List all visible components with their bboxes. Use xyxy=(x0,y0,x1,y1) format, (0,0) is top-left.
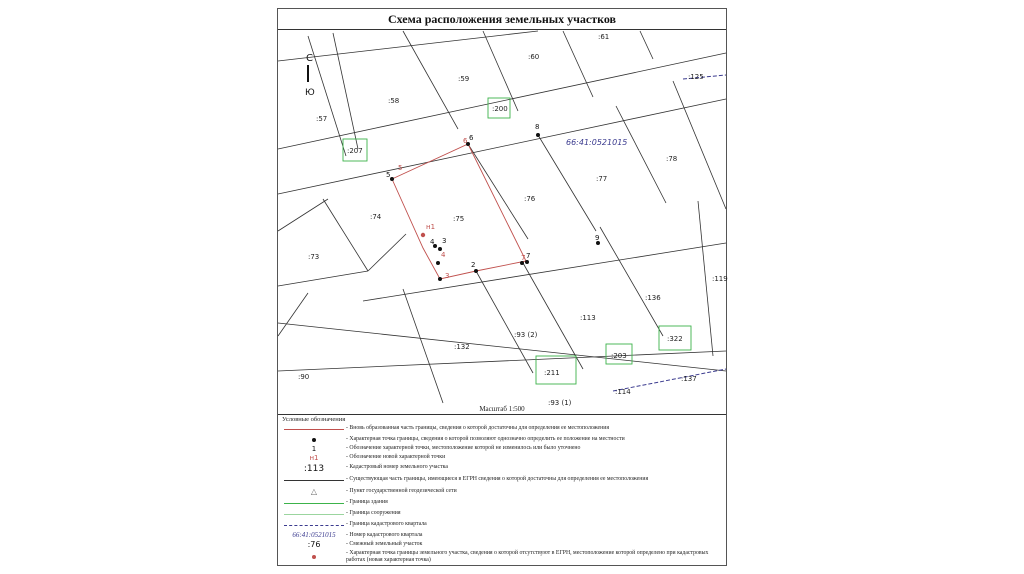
point-5 xyxy=(390,177,394,181)
parcel-label: :322 xyxy=(667,335,683,343)
parcel-label: :59 xyxy=(458,75,470,83)
boundary-points xyxy=(390,133,600,281)
new-boundary xyxy=(392,144,526,279)
point-label: 9 xyxy=(595,234,600,242)
point-4b xyxy=(436,261,440,265)
legend-text: - Существующая часть границы, имеющиеся в ЕГРН сведения о которой достаточны для определения ее местоположения xyxy=(346,476,649,482)
point-label: 5 xyxy=(398,164,403,172)
red-dot-symbol xyxy=(312,555,316,559)
legend-title: Условные обозначения xyxy=(282,416,346,423)
legend-row xyxy=(278,462,726,476)
quarter-number-symbol: 66:41:0521015 xyxy=(292,531,336,539)
point-label: 5 xyxy=(386,171,391,179)
green-line-symbol xyxy=(284,503,344,504)
scheme-sheet xyxy=(277,8,727,566)
legend-text: - Пункт государственной геодезической сети xyxy=(346,488,457,494)
legend xyxy=(278,414,726,567)
parcel-label: :203 xyxy=(611,352,627,360)
parcel-label: :60 xyxy=(528,53,540,61)
legend-text: - Граница здания xyxy=(346,499,388,505)
cad-number-symbol: :113 xyxy=(303,464,325,474)
scale-label: Масштаб 1:500 xyxy=(479,405,525,413)
point-label: 6 xyxy=(463,137,468,145)
new-point-n1 xyxy=(421,233,425,237)
point-label: 7 xyxy=(521,254,526,262)
point-7b xyxy=(525,260,529,264)
parcel-label: :114 xyxy=(615,388,631,396)
legend-row xyxy=(278,520,726,531)
point-label: 3 xyxy=(442,237,447,245)
parcel-label: :90 xyxy=(298,373,310,381)
point-8 xyxy=(536,133,540,137)
building-outlines xyxy=(343,98,691,384)
point-3b xyxy=(438,277,442,281)
quarter-number: 66:41:0521015 xyxy=(566,138,628,147)
legend-text: - Смежный земельный участок xyxy=(346,541,423,547)
cadastral-map xyxy=(278,31,728,407)
legend-text: - Кадастровый номер земельного участка xyxy=(346,464,448,470)
legend-text: - Обозначение новой характерной точки xyxy=(346,454,446,460)
black-line-symbol xyxy=(284,480,344,481)
neighbor-symbol: :76 xyxy=(307,540,321,549)
legend-row xyxy=(278,549,726,565)
parcel-label: :74 xyxy=(370,213,382,221)
parcel-label: :200 xyxy=(492,105,508,113)
legend-text: - Вновь образованная часть границы, сведения о которой достаточны для определения ее местоположения xyxy=(346,425,609,431)
light-green-line-symbol xyxy=(284,514,344,515)
legend-row xyxy=(278,475,726,486)
parcel-label: :58 xyxy=(388,97,400,105)
parcel-label: :61 xyxy=(598,33,610,41)
point-label: 6 xyxy=(469,134,474,142)
south-label: Ю xyxy=(305,88,315,98)
parcel-label: :119 xyxy=(712,275,728,283)
title-divider xyxy=(278,29,726,30)
legend-text: - Характерная точка границы земельного участка, сведения о которой отсутствуют в ЕГРН, местоположение которой определено при кадастровых работах (новая характерная точка) xyxy=(346,550,709,563)
parcel-labels xyxy=(298,33,728,407)
parcel-label: :207 xyxy=(347,147,363,155)
legend-text: - Граница сооружения xyxy=(346,510,401,516)
parcel-label: :125 xyxy=(688,73,704,81)
parcel-label: :57 xyxy=(316,115,328,123)
black-dot-symbol xyxy=(312,438,316,442)
parcel-label: :137 xyxy=(681,375,697,383)
parcel-label: :132 xyxy=(454,343,470,351)
legend-row xyxy=(278,509,726,520)
legend-text: - Граница кадастрового квартала xyxy=(346,521,427,527)
point-2 xyxy=(474,269,478,273)
parcel-label: :78 xyxy=(666,155,678,163)
legend-row xyxy=(278,487,726,498)
legend-text: - Характерная точка границы, сведения о которой позволяют однозначно определить ее положение на местности xyxy=(346,436,625,442)
page-title: Схема расположения земельных участков xyxy=(387,12,617,26)
parcel-label: :93 (2) xyxy=(514,331,538,339)
point-label: 7 xyxy=(526,252,531,260)
point-label: 3 xyxy=(445,272,450,280)
point-label: 8 xyxy=(535,123,540,131)
point-label: 4 xyxy=(441,251,446,259)
legend-row xyxy=(278,498,726,509)
north-label: С xyxy=(306,53,313,64)
parcel-label: :211 xyxy=(544,369,560,377)
dashed-line-symbol xyxy=(284,525,344,526)
parcel-label: :75 xyxy=(453,215,465,223)
parcel-label: :113 xyxy=(580,314,596,322)
parcel-label: :73 xyxy=(308,253,320,261)
parcel-label: :76 xyxy=(524,195,536,203)
geodetic-triangle-icon: △ xyxy=(310,487,318,496)
red-line-symbol xyxy=(284,429,344,430)
point-label: 4 xyxy=(430,238,435,246)
point-label: н1 xyxy=(426,223,436,231)
legend-row xyxy=(278,424,726,435)
point-number-symbol: 1 xyxy=(311,445,317,453)
parcel-label: :136 xyxy=(645,294,661,302)
new-point-symbol: н1 xyxy=(309,454,319,462)
legend-text: - Обозначение характерной точки, местоположение которой не изменилось или было уточнено xyxy=(346,445,581,451)
parcel-label: :77 xyxy=(596,175,608,183)
parcel-label: :93 (1) xyxy=(548,399,572,407)
point-label: 2 xyxy=(471,261,476,269)
legend-text: - Номер кадастрового квартала xyxy=(346,532,423,538)
